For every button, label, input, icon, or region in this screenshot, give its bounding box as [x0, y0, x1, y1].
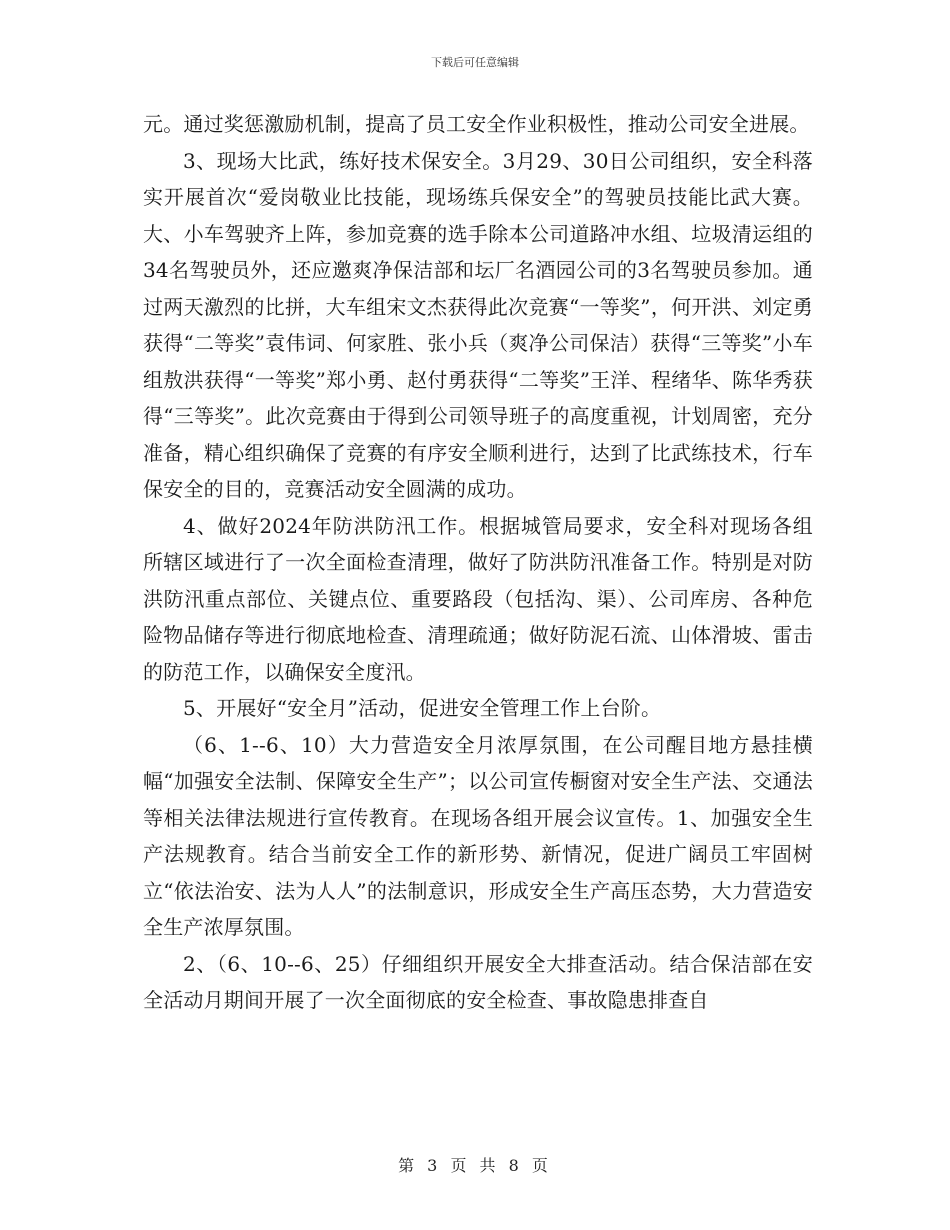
paragraph: 4、做好2024年防洪防汛工作。根据城管局要求，安全科对现场各组所辖区域进行了一次全面检查清理，做好了防洪防汛准备工作。特别是对防洪防汛重点部位、关键点位、重要路段（包括沟、渠）、公司库房、各种危险物品储存等进行彻底地检查、清理疏通；做好防泥石流、山体滑坡、雷击的防范工作，以确保安全度汛。: [143, 513, 813, 684]
header-note: 下载后可任意编辑: [431, 56, 519, 69]
paragraph: 元。通过奖惩激励机制，提高了员工安全作业积极性，推动公司安全进展。: [143, 112, 810, 136]
paragraph: 5、开展好“安全月”活动，促进安全管理工作上台阶。: [183, 696, 662, 720]
document-body: [143, 106, 813, 1019]
paragraph: 3、现场大比武，练好技术保安全。3月29、30日公司组织，安全科落实开展首次“爱岗敬业比技能，现场练兵保安全”的驾驶员技能比武大赛。大、小车驾驶齐上阵，参加竞赛的选手除本公司道路冲水组、垃圾清运组的34名驾驶员外，还应邀爽净保洁部和坛厂名酒园公司的3名驾驶员参加。通过两天激烈的比拼，大车组宋文杰获得此次竞赛“一等奖”，何开洪、刘定勇获得“二等奖”袁伟词、何家胜、张小兵（爽净公司保洁）获得“三等奖”小车组敖洪获得“一等奖”郑小勇、赵付勇获得“二等奖”王洋、程绪华、陈华秀获得“三等奖”。此次竞赛由于得到公司领导班子的高度重视，计划周密，充分准备，精心组织确保了竞赛的有序安全顺利进行，达到了比武练技术，行车保安全的目的，竞赛活动安全圆满的成功。: [143, 148, 813, 501]
paragraph: （6、1--6、10）大力营造安全月浓厚氛围，在公司醒目地方悬挂横幅“加强安全法制、保障安全生产”；以公司宣传橱窗对安全生产法、交通法等相关法律法规进行宣传教育。在现场各组开展会议宣传。1、加强安全生产法规教育。结合当前安全工作的新形势、新情况，促进广阔员工牢固树立“依法治安、法为人人”的法制意识，形成安全生产高压态势，大力营造安全生产浓厚氛围。: [143, 732, 813, 939]
page-number: 第 3 页 共 8 页: [398, 1156, 552, 1175]
paragraph: 2、（6、10--6、25）仔细组织开展安全大排查活动。结合保洁部在安全活动月期间开展了一次全面彻底的安全检查、事故隐患排查自: [143, 951, 813, 1012]
